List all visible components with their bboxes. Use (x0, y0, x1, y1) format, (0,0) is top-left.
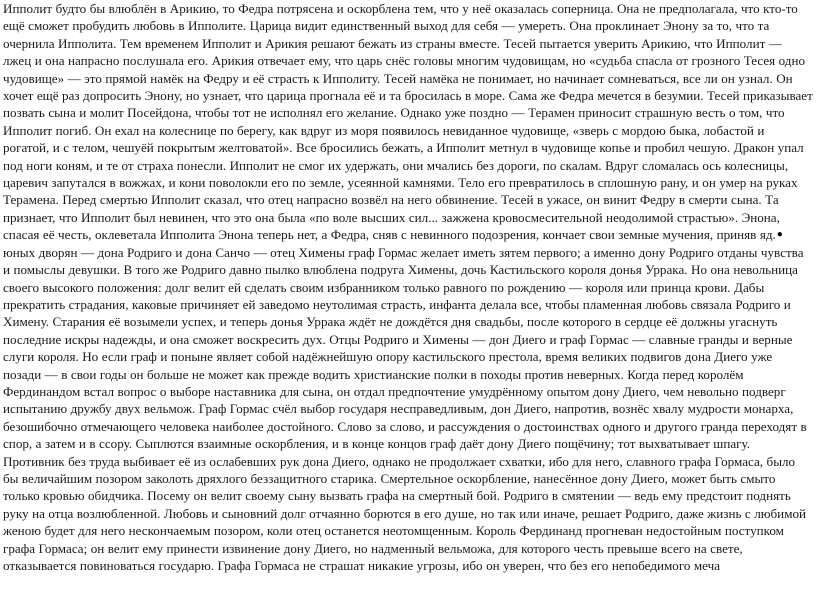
paragraph-phaedra-text: Ипполит будто бы влюблён в Арикию, то Федра потрясена и оскорблена тем, что у неё оказалась соперница. Она не предполагала, что кто-то ещё сможет пробудить любовь в Ипполите. Царица видит единственный выход для себя — умереть. Она проклинает Энону за то, что та очернила Ипполита. Тем временем Ипполит и Арикия решают бежать из страны вместе. Тесей пытается уверить Арикию, что Ипполит — лжец и она напрасно послушала его. Арикия отвечает ему, что царь снёс головы многим чудовищам, но «судьба спасла от грозного Тесея одно чудовище» — это прямой намёк на Федру и её страсть к Ипполиту. Тесей намёка не понимает, но начинает сомневаться, все ли он узнал. Он хочет ещё раз допросить Энону, но узнает, что царица прогнала её и та бросилась в море. Сама же Федра мечется в безумии. Тесей приказывает позвать сына и молит Посейдона, чтобы тот не исполнял его желание. Однако уже поздно — Терамен приносит страшную весть о том, что Ипполит погиб. Он ехал на колеснице по берегу, как вдруг из моря появилось невиданное чудовище, «зверь с мордою быка, лобастой и рогатой, и с телом, чешуёй покрытым желтоватой». Все бросились бежать, а Ипполит метнул в чудовище копье и пробил чешую. Дракон упал под ноги коням, и те от страха понесли. Ипполит не смог их удержать, они мчались без дороги, по скалам. Вдруг сломалась ось колесницы, царевич запутался в вожжах, и кони поволокли его по земле, усеянной камнями. Тело его превратилось в сплошную рану, и он умер на руках Терамена. Перед смертью Ипполит сказал, что отец напрасно возвёл на него обвинение. Тесей в ужасе, он винит Федру в смерти сына. Та признает, что Ипполит был невинен, что это она была «по воле высших сил... зажжена кровосмесительной неодолимой страстью». Энона, спасая её честь, оклеветала Ипполита Энона теперь нет, а Федра, сняв с невинного подозрения, кончает свои земные мучения, приняв яд. (3, 1, 813, 243)
paragraph-phaedra (3, 0, 813, 244)
paragraph-cid: юных дворян — дона Родриго и дона Санчо — отец Химены граф Гормас желает иметь зятем первого; а именно дону Родриго отданы чувства и помыслы девушки. В того же Родриго давно пылко влюблена подруга Химены, дочь Кастильского короля донья Уррака. Но она невольница своего высокого положения: долг велит ей сделать своим избранником только равного по рождению — короля или принца крови. Дабы прекратить страдания, каковые причиняет ей заведомо неутолимая страсть, инфанта делала все, чтобы пламенная любовь связала Родриго и Химену. Старания её возымели успех, и теперь донья Уррака ждёт не дождётся дня свадьбы, после которого в сердце её должны угаснуть последние искры надежды, и она сможет воскресить дух. Отцы Родриго и Химены — дон Диего и граф Гормас — славные гранды и верные слуги короля. Но если граф и поныне являет собой надёжнейшую опору кастильского престола, время великих подвигов дона Диего уже позади — в свои годы он больше не может как прежде водить христианские полки в походы против неверных. Когда перед королём Фердинандом встал вопрос о выборе наставника для сына, он отдал предпочтение умудрённому опытом дону Диего, чем невольно подверг испытанию дружбу двух вельмож. Граф Гормас счёл выбор государя несправедливым, дон Диего, напротив, вознёс хвалу мудрости монарха, безошибочно отмечающего человека наиболее достойного. Слово за слово, и рассуждения о достоинствах одного и другого гранда переходят в спор, а затем и в ссору. Сыплются взаимные оскорбления, и в конце концов граф даёт дону Диего пощёчину; тот выхватывает шпагу. Противник без труда выбивает её из ослабевших рук дона Диего, однако не продолжает схватки, ибо для него, славного графа Гормаса, было бы величайшим позором заколоть дряхлого беззащитного старика. Смертельное оскорбление, нанесённое дону Диего, может быть смыто только кровью обидчика. Посему он велит своему сыну вызвать графа на смертный бой. Родриго в смятении — ведь ему предстоит поднять руку на отца возлюбленной. Любовь и сыновний долг отчаянно борются в его душе, но так или иначе, решает Родриго, даже жизнь с любимой женою будет для него нескончаемым позором, коли отец останется неотомщенным. Король Фердинанд прогневан недостойным поступком графа Гормаса; он велит ему принести извинение дону Диего, но надменный вельможа, для которого честь превыше всего на свете, отказывается повиноваться государю. Графа Гормаса не страшат никакие угрозы, ибо он уверен, что без его непобедимого меча (3, 244, 807, 573)
bullet-icon: ● (776, 229, 783, 241)
document-page (3, 0, 813, 574)
